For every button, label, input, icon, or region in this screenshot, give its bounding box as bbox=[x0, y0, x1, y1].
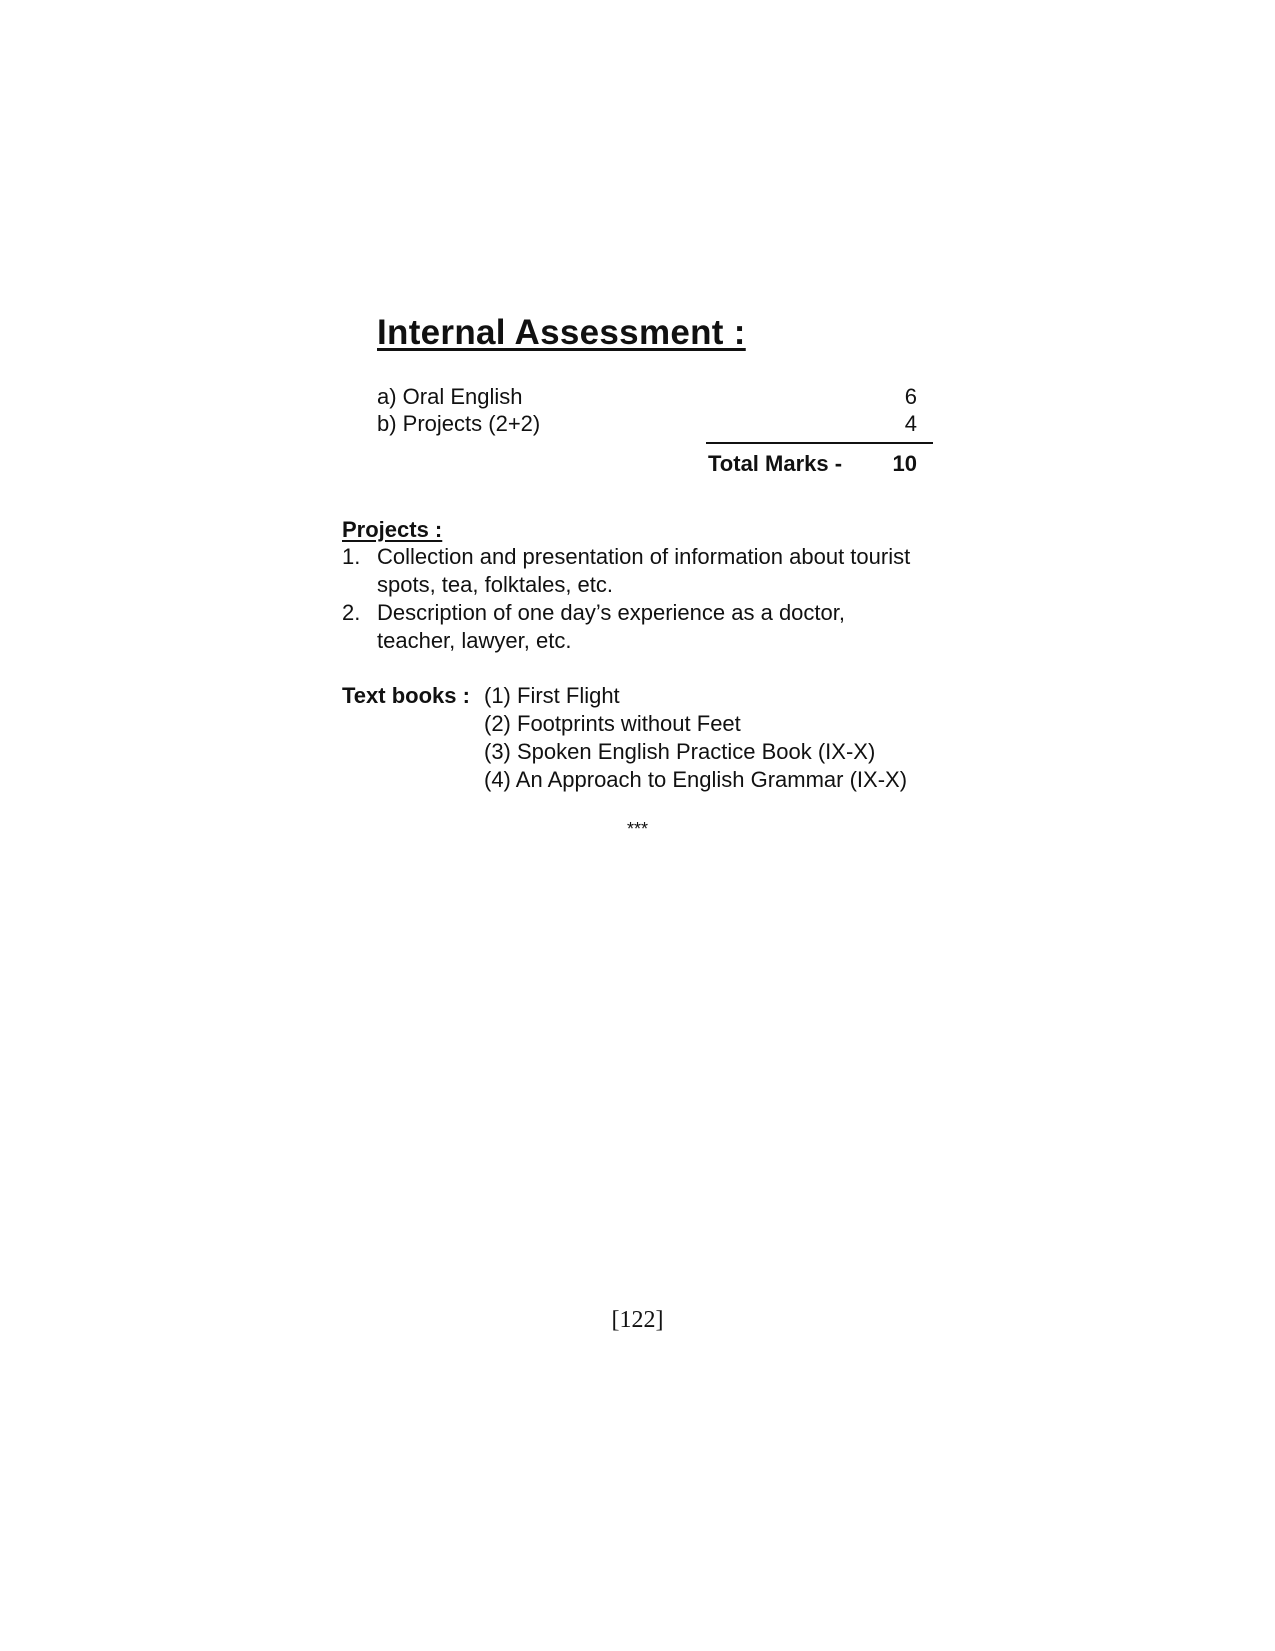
total-marks-label: Total Marks - bbox=[708, 451, 843, 476]
assessment-row-value: 6 bbox=[904, 384, 917, 409]
text-book-item: (4) An Approach to English Grammar (IX-X) bbox=[484, 767, 908, 792]
assessment-row-label: a) Oral English bbox=[377, 384, 523, 409]
assessment-row-value: 4 bbox=[904, 411, 917, 436]
section-separator: *** bbox=[626, 819, 648, 839]
project-item-number: 2. bbox=[342, 600, 361, 625]
text-books-label: Text books : bbox=[342, 683, 470, 708]
total-divider bbox=[706, 442, 933, 444]
project-item-text bbox=[377, 599, 947, 655]
project-item-line: teacher, lawyer, etc. bbox=[377, 628, 572, 653]
total-marks-value: 10 bbox=[892, 451, 917, 476]
text-book-item: (3) Spoken English Practice Book (IX-X) bbox=[484, 739, 876, 764]
assessment-row-label: b) Projects (2+2) bbox=[377, 411, 541, 436]
project-item-line: Description of one day’s experience as a doctor, bbox=[377, 600, 845, 625]
project-item-number: 1. bbox=[342, 544, 361, 569]
text-book-item: (2) Footprints without Feet bbox=[484, 711, 741, 736]
assessment-row-projects bbox=[377, 410, 917, 438]
page-number: [122] bbox=[611, 1307, 664, 1333]
total-marks-row bbox=[708, 450, 917, 478]
projects-heading: Projects : bbox=[342, 517, 443, 542]
project-item-line: Collection and presentation of information about tourist bbox=[377, 544, 911, 569]
assessment-row-oral-english bbox=[377, 383, 917, 411]
text-books-list bbox=[484, 682, 984, 794]
internal-assessment-title: Internal Assessment : bbox=[377, 313, 746, 352]
project-item-line: spots, tea, folktales, etc. bbox=[377, 572, 614, 597]
text-book-item: (1) First Flight bbox=[484, 683, 620, 708]
project-item-text bbox=[377, 543, 947, 599]
